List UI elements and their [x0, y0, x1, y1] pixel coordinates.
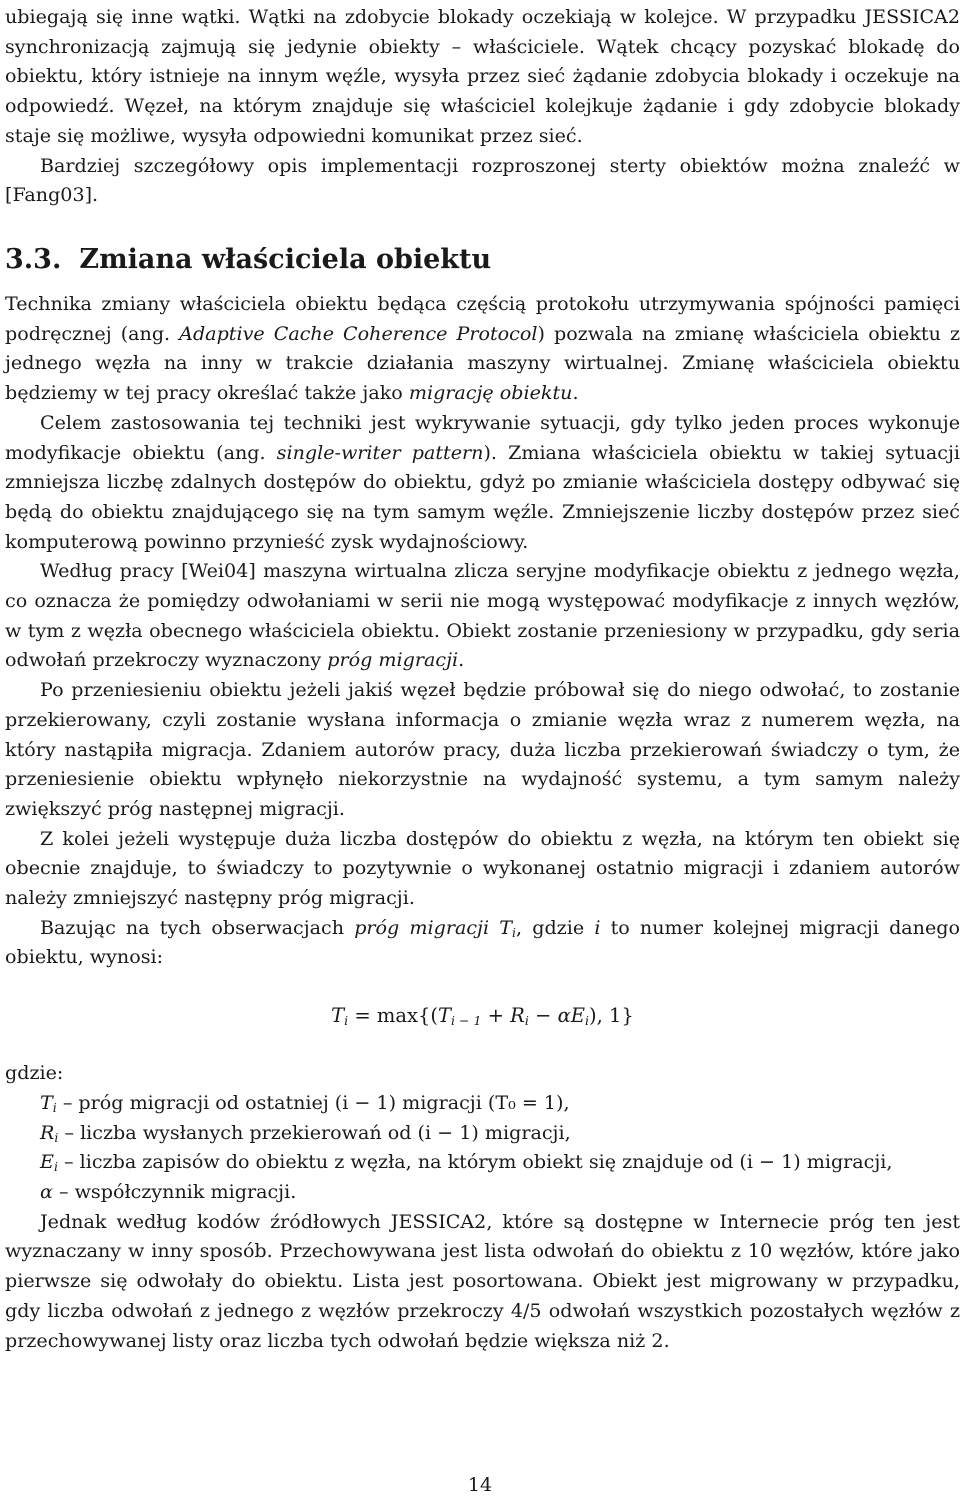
text-run: Bazując na tych obserwacjach [40, 915, 355, 939]
math-symbol: i [594, 915, 601, 939]
text-run: to numer kolejnej migracji danego obiektu, wynosi: [5, 915, 960, 969]
migration-threshold-formula [5, 1001, 960, 1031]
italic-term: migrację obiektu [408, 381, 573, 405]
section-number: 3.3. [5, 244, 62, 275]
paragraph: Bardziej szczegółowy opis implementacji rozproszonej sterty obiektów można znaleźć w [Fang03]. [5, 153, 960, 207]
paragraph [5, 408, 960, 557]
paragraph: Jednak według kodów źródłowych JESSICA2, które są dostępne w Internecie próg ten jest wyznaczany w inny sposób. Przechowywana jest lista odwołań do obiektu z 10 węzłów, które jako pierwsze się odwołały do obiektu. Lista jest posortowana. Obiekt jest migrowany w przypadku, gdy liczba odwołań z jednego z węzłów przekroczy 4/5 odwołań wszystkich pozostałych węzłów z przechowywanej listy oraz liczba tych odwołań będzie większa niż 2. [5, 1209, 960, 1352]
paragraph: Po przeniesieniu obiektu jeżeli jakiś węzeł będzie próbował się do niego odwołać, to zostanie przekierowany, czyli zostanie wysłana informacja o zmianie węzła wraz z numerem węzła, na który nastąpiła migracja. Zdaniem autorów pracy, duża liczba przekierowań świadczy o tym, że przeniesienie obiektu wpłynęło niekorzystnie na wydajność systemu, a tym samym należy zwiększyć próg następnej migracji. [5, 678, 960, 820]
math-symbol: T [331, 1004, 345, 1028]
paragraph [5, 556, 960, 675]
italic-term: próg migracji [354, 915, 490, 939]
text-run: , gdzie [516, 915, 595, 939]
paragraph: Z kolei jeżeli występuje duża liczba dostępów do obiektu z węzła, na którym ten obiekt się obecnie znajduje, to świadczy to pozytywnie o wykonanej ostatnio migracji i zdaniem autorów należy zmniejszyć następny próg migracji. [5, 826, 960, 910]
section-title: Zmiana właściciela obiektu [79, 244, 492, 275]
text-run: . [458, 648, 465, 672]
italic-term: Adaptive Cache Coherence Protocol [179, 321, 538, 345]
math-operator: + [481, 1004, 511, 1028]
definition-item [40, 1118, 960, 1148]
math-symbol: R [40, 1120, 55, 1144]
paragraph [5, 289, 960, 408]
text-run: Według pracy [Wei04] maszyna wirtualna zlicza seryjne modyfikacje obiektu z jednego węzła, co oznacza że pomiędzy odwołaniami w serii nie mogą występować modyfikacje z innych węzłów, w tym z węzła obecnego właściciela obiektu. Obiekt zostanie przeniesiony w przypadku, gdy seria odwołań przekroczy wyznaczony [5, 559, 960, 672]
math-symbol: T [40, 1090, 53, 1114]
definition-item [40, 1147, 960, 1177]
top-text [5, 2, 960, 210]
text-run: Technika zmiany właściciela obiektu będąca częścią protokołu utrzymywania spójności pamięci podręcznej (ang. [5, 292, 960, 345]
math-subscript: i [585, 1013, 590, 1029]
definition-item [40, 1177, 960, 1207]
definition-text: – liczba zapisów do obiektu z węzła, na którym obiekt się znajduje od (i − 1) migracji, [57, 1150, 893, 1174]
math-operator: − [528, 1004, 558, 1028]
definition-item [40, 1088, 960, 1118]
math-symbol: E [40, 1150, 54, 1174]
gdzie-label: gdzie: [5, 1061, 64, 1085]
math-subscript: i − 1 [451, 1013, 482, 1029]
definition-text: – liczba wysłanych przekierowań od (i − 1) migracji, [58, 1120, 571, 1144]
math-subscript: i [52, 1099, 57, 1115]
math-symbol: R [510, 1004, 525, 1028]
math-subscript: i [524, 1013, 529, 1029]
text-run: ) pozwala na zmianę właściciela obiektu z jednego węzła na inny w trakcie działania maszyny wirtualnej. Zmianę właściciela obiektu będziemy w tej pracy określać także jako [5, 321, 960, 405]
page-number: 14 [467, 1474, 493, 1496]
section-body [5, 278, 960, 1355]
math-operator: ), 1} [589, 1004, 634, 1028]
math-symbol: α [40, 1179, 53, 1203]
math-subscript: i [344, 1013, 349, 1029]
math-symbol: T [499, 915, 513, 939]
section-heading [5, 242, 491, 278]
definitions-list [5, 1088, 960, 1207]
math-symbol: αE [557, 1004, 586, 1028]
math-symbol: T [438, 1004, 452, 1028]
text-run: . [572, 381, 579, 405]
text-run: ). Zmiana właściciela obiektu w takiej sytuacji zmniejsza liczbę zdalnych dostępów do obiektu, gdyż po zmianie właściciela dostępy odbywać się będą do obiektu znajdującego się na tym samym węźle. Zmniejszenie liczby dostępów przez sieć komputerową powinno przynieść zysk wydajnościowy. [5, 440, 960, 553]
math-subscript: i [53, 1159, 58, 1175]
text-run: Celem zastosowania tej techniki jest wykrywanie sytuacji, gdy tylko jeden proces wykonuje modyfikacje obiektu (ang. [5, 410, 960, 464]
math-subscript: i [54, 1129, 59, 1145]
definition-text: – próg migracji od ostatniej (i − 1) migracji (T₀ = 1), [56, 1090, 570, 1114]
paragraph: ubiegają się inne wątki. Wątki na zdobycie blokady oczekiają w kolejce. W przypadku JESSICA2 synchronizacją zajmują się jedynie obiekty – właściciele. Wątek chcący pozyskać blokadę do obiektu, który istnieje na innym węźle, wysyła przez sieć żądanie zdobycia blokady i oczekuje na odpowiedź. Węzeł, na którym znajduje się właściciel kolejkuje żądanie i gdy zdobycie blokady staje się możliwe, wysyła odpowiedni komunikat przez sieć. [5, 5, 960, 147]
definition-text: – współczynnik migracji. [52, 1179, 297, 1203]
italic-term: próg migracji [327, 648, 459, 672]
math-subscript: i [512, 924, 517, 940]
math-operator: = max{( [348, 1004, 439, 1028]
italic-term: single-writer pattern [276, 440, 484, 464]
paragraph [5, 913, 960, 972]
